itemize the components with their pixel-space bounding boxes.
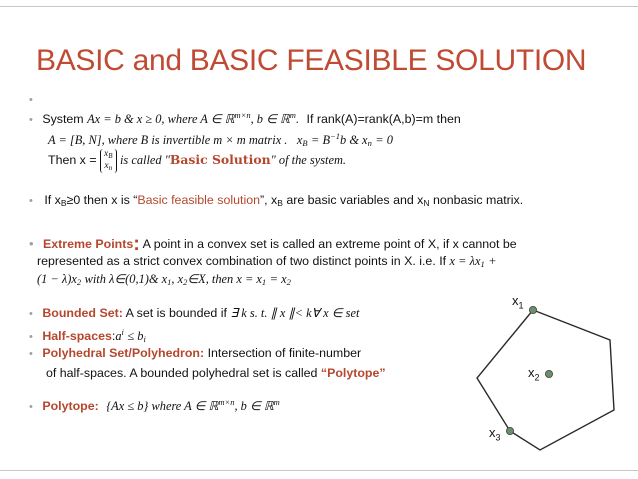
xb-sub: B (302, 138, 308, 148)
extreme-math2-sub: 1 (480, 259, 485, 269)
polyhedral-quote-close: ” (379, 366, 386, 380)
extreme-math3-tail2: , x (171, 272, 184, 286)
polytope-term: Polytope (327, 366, 380, 380)
system-dim-b: m (289, 110, 296, 120)
xn-sub: n (367, 138, 372, 148)
polyhedral-label: Polyhedral Set/Polyhedron: (42, 346, 205, 360)
then-lead: Then x = (48, 153, 97, 167)
bfs-p3: ”, x (259, 193, 278, 207)
extreme-math3-sub3: 2 (183, 277, 188, 287)
system-dim-a: m×n (234, 110, 251, 120)
bullet-glyph: • (29, 236, 34, 251)
vec-bot: x (104, 160, 109, 171)
bullet-glyph: • (29, 401, 33, 413)
extreme-math3-sub4: 1 (261, 277, 267, 287)
label-x3 (489, 425, 501, 443)
xb-eq: = B (311, 133, 331, 147)
bfs-p4: are basic variables and x (282, 193, 424, 207)
extreme-math2: x = λx (449, 254, 481, 268)
label-x2 (528, 365, 540, 383)
extreme-math2-tail: + (488, 254, 497, 268)
extreme-text1: A point in a convex set is called an extreme point of X, if x cannot be (142, 237, 517, 251)
bfs-sub3: N (423, 198, 430, 208)
basic-solution-term: Basic Solution (169, 152, 271, 167)
polytope-math1: {Ax ≤ b} where A ∈ ℝ (106, 399, 219, 413)
bfs-sub2: B (277, 198, 283, 208)
extreme-math3-tail: with λ∈(0,1)& x (84, 272, 168, 286)
label-x2-sub: 2 (534, 372, 540, 383)
point-x3 (506, 427, 513, 434)
bounded-math: ∃ k s. t. ∥ x ∥< k∀ x ∈ set (230, 306, 360, 320)
polytope-sup2: m (273, 397, 280, 407)
label-x1-sub: 1 (518, 300, 524, 311)
halfspace-sub: i (143, 334, 146, 344)
xn-rest: = 0 (375, 133, 393, 147)
label-x1 (512, 293, 524, 311)
label-x3-var: x (489, 425, 496, 440)
bullet-glyph: • (29, 331, 33, 343)
then-called: is called " (119, 153, 170, 167)
inverse-sup: −1 (330, 131, 341, 141)
halfspace-sup: i (121, 327, 124, 337)
polyhedral-text1: Intersection of finite-number (207, 346, 362, 360)
halfspace-colon: : (111, 329, 116, 343)
xb-var: x (296, 133, 303, 147)
bullet-glyph: • (29, 308, 33, 320)
system-expr2: , b ∈ ℝ (250, 112, 290, 126)
label-x1-var: x (512, 293, 519, 308)
polytope-sup1: m×n (218, 397, 235, 407)
extreme-math3-sub5: 2 (286, 277, 291, 287)
extreme-math3: (1 − λ)x (37, 272, 77, 286)
extreme-math3-tail3: ∈X, then x = x (187, 272, 262, 286)
bfs-p2: ≥0 then x is “ (66, 193, 138, 207)
point-x1 (529, 306, 536, 313)
bfs-term: Basic feasible solution (137, 193, 260, 207)
point-x2 (545, 370, 552, 377)
halfspace-math2: ≤ b (127, 329, 144, 343)
xb-rest: b & x (340, 133, 368, 147)
rank-text: If rank(A)=rank(A,b)=m then (306, 112, 461, 126)
polyhedral-text2: of half-spaces. A bounded polyhedral set is called (46, 366, 318, 380)
bounded-label: Bounded Set: (42, 306, 123, 320)
bullet-glyph: • (29, 348, 33, 360)
bfs-p5: nonbasic matrix. (429, 193, 524, 207)
system-lead: System (42, 112, 84, 126)
partition-expr: A = [B, N], where B is invertible m × m matrix . (48, 133, 288, 147)
bfs-sub1: B (60, 198, 67, 208)
polyhedral-quote-open: “ (320, 366, 328, 380)
extreme-text2: represented as a strict convex combination of two distinct points in X. i.e. If (37, 254, 447, 268)
bullet-glyph: • (29, 94, 33, 106)
halfspace-math1: a (115, 329, 122, 343)
label-x3-sub: 3 (495, 432, 501, 443)
extreme-colon: : (133, 233, 140, 255)
then-tail: " of the system. (270, 153, 347, 167)
vec-top: x (104, 148, 109, 159)
extreme-math3-sub2: 1 (167, 277, 172, 287)
bfs-p1: If x (44, 193, 61, 207)
slide-title: BASIC and BASIC FEASIBLE SOLUTION (36, 44, 587, 77)
halfspace-label: Half-spaces (42, 329, 112, 343)
polytope-math2: , b ∈ ℝ (234, 399, 274, 413)
label-x2-var: x (528, 365, 535, 380)
polytope-label: Polytope: (42, 399, 99, 413)
bounded-text: A set is bounded if (125, 306, 227, 320)
extreme-math3-sub: 2 (76, 277, 82, 287)
vec-top-sub: B (108, 151, 113, 160)
bullet-glyph: • (29, 195, 33, 207)
extreme-label: Extreme Points (43, 237, 134, 251)
system-expr3: . (295, 112, 300, 126)
extreme-math3-tail4: = x (269, 272, 287, 286)
vec-bot-sub: n (108, 163, 113, 172)
bullet-glyph: • (29, 114, 33, 126)
system-expr: Ax = b & x ≥ 0, where A ∈ ℝ (87, 112, 235, 126)
